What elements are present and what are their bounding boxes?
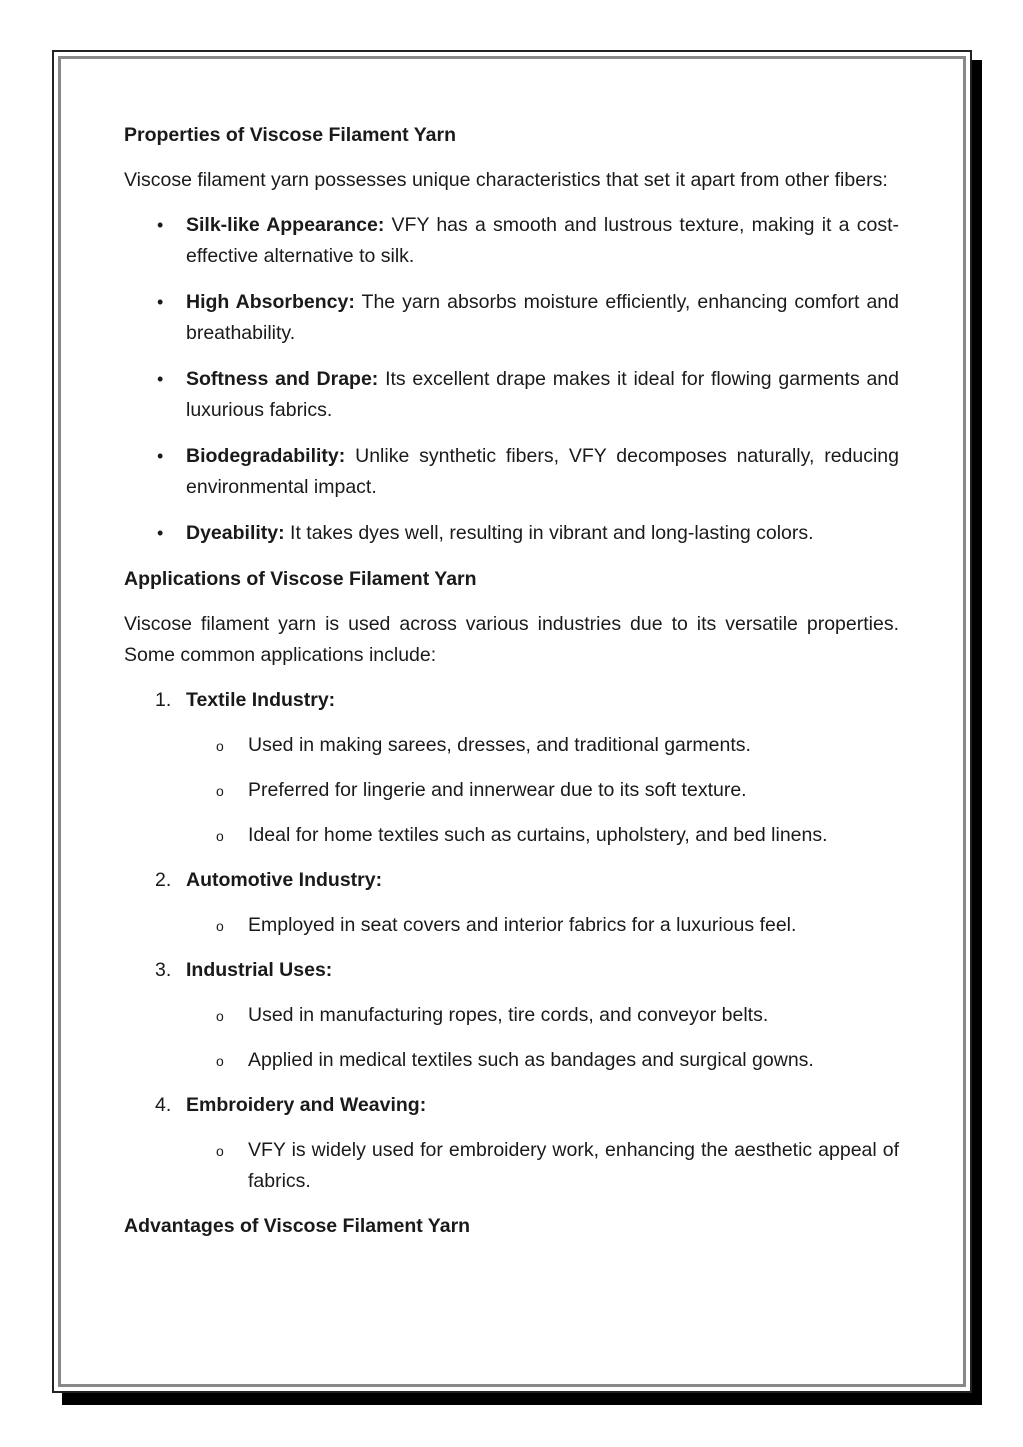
application-title: Textile Industry: xyxy=(186,689,336,711)
bullet-icon: • xyxy=(157,369,164,389)
application-title: Industrial Uses: xyxy=(186,959,333,981)
circle-bullet-icon: o xyxy=(216,1053,224,1069)
application-item xyxy=(124,955,899,1076)
list-item xyxy=(124,910,899,941)
list-item xyxy=(124,1135,899,1197)
list-item xyxy=(124,518,899,549)
list-number: 1. xyxy=(155,689,172,711)
applications-intro: Viscose filament yarn is used across various industries due to its versatile properties. Some common applications include: xyxy=(124,613,899,666)
application-points xyxy=(124,730,899,851)
circle-bullet-icon: o xyxy=(216,738,224,754)
advantages-heading: Advantages of Viscose Filament Yarn xyxy=(124,1215,471,1237)
point-text: Ideal for home textiles such as curtains, upholstery, and bed linens. xyxy=(248,824,828,846)
application-item xyxy=(124,1090,899,1197)
property-text: Unlike synthetic fibers, VFY decomposes naturally, reducing environmental impact. xyxy=(186,445,899,498)
property-term: Biodegradability: xyxy=(186,445,346,467)
circle-bullet-icon: o xyxy=(216,918,224,934)
circle-bullet-icon: o xyxy=(216,783,224,799)
circle-bullet-icon: o xyxy=(216,828,224,844)
list-item xyxy=(124,730,899,761)
point-text: Employed in seat covers and interior fabrics for a luxurious feel. xyxy=(248,914,797,936)
applications-heading: Applications of Viscose Filament Yarn xyxy=(124,568,477,590)
properties-intro: Viscose filament yarn possesses unique characteristics that set it apart from other fibers: xyxy=(124,169,888,191)
point-text: Used in manufacturing ropes, tire cords, and conveyor belts. xyxy=(248,1004,769,1026)
list-item xyxy=(124,441,899,503)
application-heading xyxy=(124,865,899,896)
application-title: Automotive Industry: xyxy=(186,869,383,891)
bullet-icon: • xyxy=(157,292,164,312)
properties-heading: Properties of Viscose Filament Yarn xyxy=(124,124,456,146)
application-heading xyxy=(124,955,899,986)
application-heading xyxy=(124,1090,899,1121)
property-term: Dyeability: xyxy=(186,522,285,544)
list-item xyxy=(124,1000,899,1031)
property-term: Softness and Drape: xyxy=(186,368,379,390)
application-points xyxy=(124,910,899,941)
applications-list xyxy=(124,685,899,1197)
application-item xyxy=(124,685,899,851)
property-text: VFY has a smooth and lustrous texture, making it a cost-effective alternative to silk. xyxy=(186,214,899,267)
application-heading xyxy=(124,685,899,716)
property-text: It takes dyes well, resulting in vibrant and long-lasting colors. xyxy=(284,522,814,544)
list-item xyxy=(124,1045,899,1076)
point-text: Preferred for lingerie and innerwear due to its soft texture. xyxy=(248,779,747,801)
property-term: Silk-like Appearance: xyxy=(186,214,385,236)
list-number: 3. xyxy=(155,959,172,981)
property-text: Its excellent drape makes it ideal for flowing garments and luxurious fabrics. xyxy=(186,368,899,421)
bullet-icon: • xyxy=(157,523,164,543)
point-text: Used in making sarees, dresses, and traditional garments. xyxy=(248,734,751,756)
list-item xyxy=(124,364,899,426)
bullet-icon: • xyxy=(157,215,164,235)
list-item xyxy=(124,820,899,851)
point-text: Applied in medical textiles such as bandages and surgical gowns. xyxy=(248,1049,814,1071)
list-number: 2. xyxy=(155,869,172,891)
application-item xyxy=(124,865,899,941)
application-points xyxy=(124,1000,899,1076)
point-text: VFY is widely used for embroidery work, enhancing the aesthetic appeal of fabrics. xyxy=(248,1139,899,1192)
circle-bullet-icon: o xyxy=(216,1143,224,1159)
document-body xyxy=(124,120,899,1256)
properties-list xyxy=(124,210,899,549)
list-number: 4. xyxy=(155,1094,172,1116)
property-term: High Absorbency: xyxy=(186,291,355,313)
circle-bullet-icon: o xyxy=(216,1008,224,1024)
list-item xyxy=(124,210,899,272)
bullet-icon: • xyxy=(157,446,164,466)
list-item xyxy=(124,775,899,806)
application-points xyxy=(124,1135,899,1197)
application-title: Embroidery and Weaving: xyxy=(186,1094,427,1116)
list-item xyxy=(124,287,899,349)
property-text: The yarn absorbs moisture efficiently, enhancing comfort and breathability. xyxy=(186,291,899,344)
